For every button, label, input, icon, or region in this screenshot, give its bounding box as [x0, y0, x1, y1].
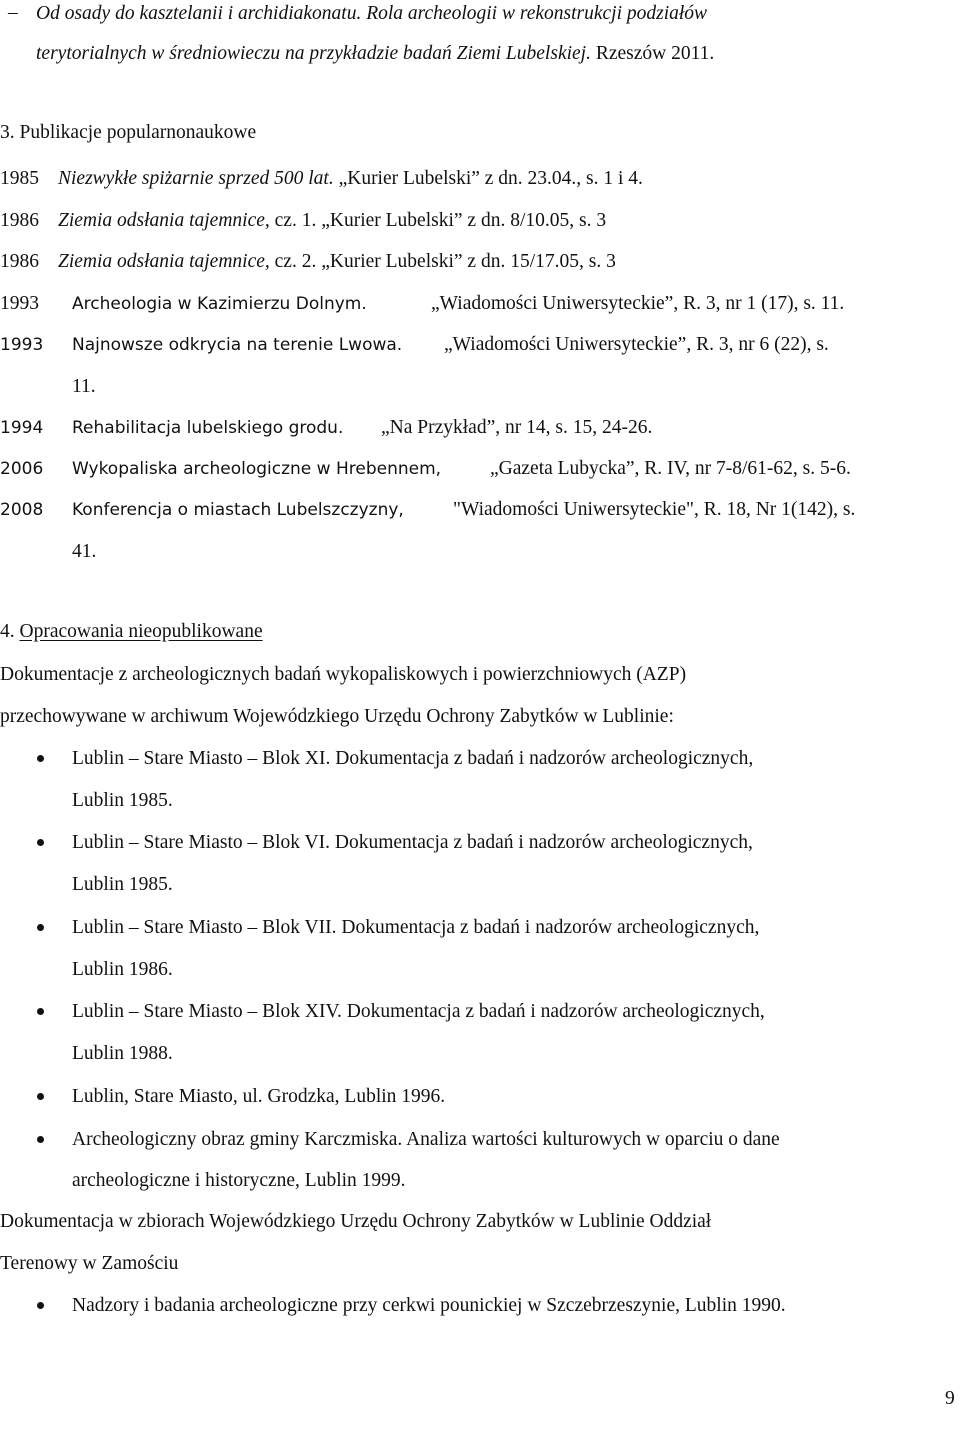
intro-item-line2-italic: terytorialnych w średniowieczu na przykładzie badań Ziemi Lubelskiej.	[36, 43, 591, 64]
list-item: Nadzory i badania archeologiczne przy cerkwi pounickiej w Szczebrzeszynie, Lublin 1990.	[72, 1295, 786, 1316]
entry-details: cz. 2. „Kurier Lubelski” z dn. 15/17.05, s. 3	[269, 251, 616, 272]
list-dash: –	[8, 2, 18, 23]
list-item: Lublin, Stare Miasto, ul. Grodzka, Lublin 1996.	[72, 1086, 446, 1107]
paragraph-line: Dokumentacje z archeologicznych badań wykopaliskowych i powierzchniowych (AZP)	[0, 664, 687, 685]
section4-title: Opracowania nieopublikowane	[19, 621, 263, 642]
list-item-continuation: Lublin 1985.	[72, 790, 173, 811]
entry-title: Archeologia w Kazimierzu Dolnym.	[72, 294, 367, 314]
list-item-continuation: Lublin 1985.	[72, 874, 173, 895]
paragraph-line: Dokumentacja w zbiorach Wojewódzkiego Urzędu Ochrony Zabytków w Lublinie Oddział	[0, 1211, 712, 1232]
publication-entry	[0, 498, 856, 522]
entry-year: 2008	[0, 500, 44, 520]
entry-title: Najnowsze odkrycia na terenie Lwowa.	[72, 335, 403, 355]
entry-details: „Wiadomości Uniwersyteckie”, R. 3, nr 6 (22), s.	[444, 334, 829, 355]
entry-title: Wykopaliska archeologiczne w Hrebennem,	[72, 459, 442, 479]
entry-year: 1993	[0, 293, 39, 314]
entry-year: 1993	[0, 335, 44, 355]
entry-year: 1994	[0, 418, 44, 438]
intro-item-line2	[36, 42, 714, 66]
publication-entry	[0, 333, 829, 357]
entry-title: Ziemia odsłania tajemnice,	[58, 210, 270, 231]
bullet-icon	[37, 1136, 44, 1143]
paragraph-line: Terenowy w Zamościu	[0, 1253, 179, 1274]
entry-continuation: 11.	[72, 376, 96, 397]
bullet-icon	[37, 924, 44, 931]
section4-heading	[0, 620, 263, 644]
list-item-continuation: Lublin 1986.	[72, 959, 173, 980]
entry-continuation: 41.	[72, 541, 97, 562]
publication-entry	[0, 292, 845, 316]
publication-entry	[0, 457, 851, 481]
publication-entry	[0, 250, 616, 274]
bullet-icon	[37, 755, 44, 762]
page-number: 9	[945, 1388, 955, 1409]
section3-heading: 3. Publikacje popularnonaukowe	[0, 122, 257, 143]
bullet-icon	[37, 1008, 44, 1015]
entry-details: „Gazeta Lubycka”, R. IV, nr 7-8/61-62, s. 5-6.	[490, 458, 851, 479]
entry-details: „Na Przykład”, nr 14, s. 15, 24-26.	[381, 417, 653, 438]
intro-item-line2-rest: Rzeszów 2011.	[590, 43, 715, 64]
list-item: Archeologiczny obraz gminy Karczmiska. Analiza wartości kulturowych w oparciu o dane	[72, 1129, 780, 1150]
section4-number: 4.	[0, 621, 20, 642]
publication-entry	[0, 167, 643, 191]
intro-item-line1: Od osady do kasztelanii i archidiakonatu. Rola archeologii w rekonstrukcji podziałów	[36, 3, 708, 24]
bullet-icon	[37, 839, 44, 846]
entry-details: "Wiadomości Uniwersyteckie", R. 18, Nr 1(142), s.	[453, 499, 856, 520]
list-item: Lublin – Stare Miasto – Blok XIV. Dokumentacja z badań i nadzorów archeologicznych,	[72, 1001, 765, 1022]
entry-year: 1986	[0, 210, 39, 231]
paragraph-line: przechowywane w archiwum Wojewódzkiego Urzędu Ochrony Zabytków w Lublinie:	[0, 706, 674, 727]
list-item-continuation: archeologiczne i historyczne, Lublin 1999.	[72, 1170, 406, 1191]
entry-details: „Kurier Lubelski” z dn. 23.04., s. 1 i 4.	[333, 168, 643, 189]
entry-title: Niezwykłe spiżarnie sprzed 500 lat.	[58, 168, 334, 189]
list-item: Lublin – Stare Miasto – Blok VI. Dokumentacja z badań i nadzorów archeologicznych,	[72, 832, 753, 853]
entry-year: 1985	[0, 168, 39, 189]
list-item: Lublin – Stare Miasto – Blok XI. Dokumentacja z badań i nadzorów archeologicznych,	[72, 748, 754, 769]
bullet-icon	[37, 1302, 44, 1309]
entry-title: Ziemia odsłania tajemnice,	[58, 251, 270, 272]
publication-entry	[0, 416, 653, 440]
list-item-continuation: Lublin 1988.	[72, 1043, 173, 1064]
entry-details: „Wiadomości Uniwersyteckie”, R. 3, nr 1 (17), s. 11.	[431, 293, 845, 314]
publication-entry	[0, 209, 606, 233]
entry-details: cz. 1. „Kurier Lubelski” z dn. 8/10.05, s. 3	[269, 210, 607, 231]
entry-year: 2006	[0, 459, 44, 479]
entry-title: Konferencja o miastach Lubelszczyzny,	[72, 500, 404, 520]
entry-title: Rehabilitacja lubelskiego grodu.	[72, 418, 344, 438]
bullet-icon	[37, 1093, 44, 1100]
entry-year: 1986	[0, 251, 39, 272]
list-item: Lublin – Stare Miasto – Blok VII. Dokumentacja z badań i nadzorów archeologicznych,	[72, 917, 760, 938]
